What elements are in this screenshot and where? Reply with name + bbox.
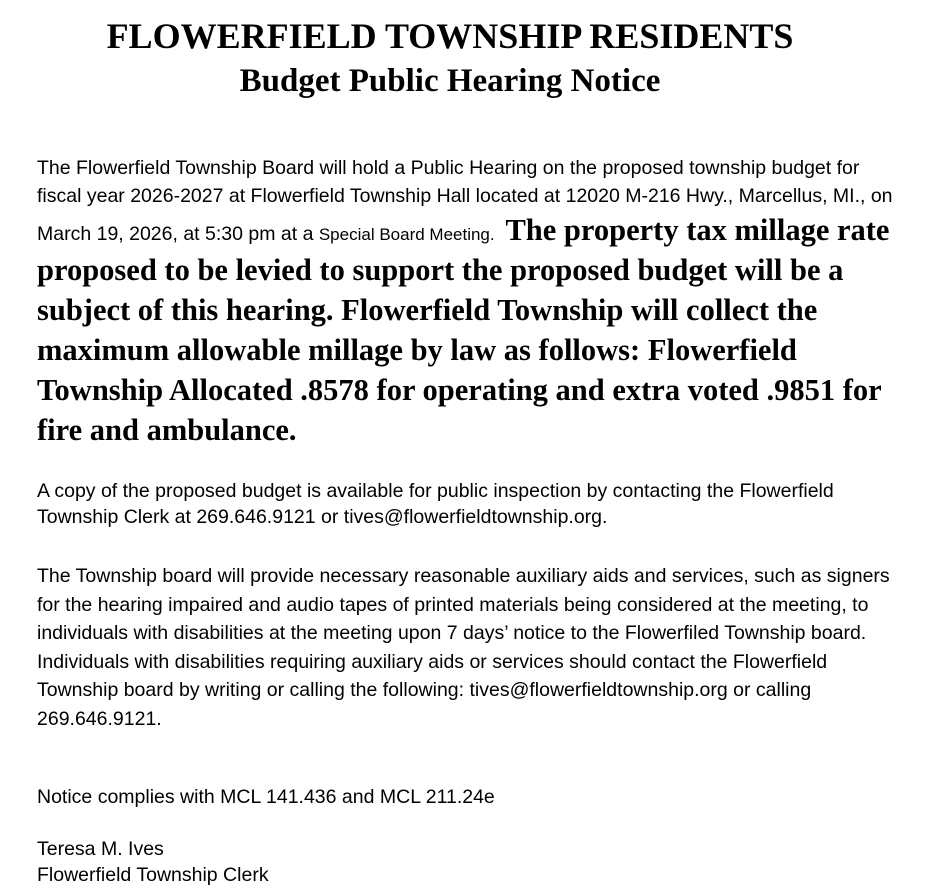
millage-statement: The property tax millage rate proposed to be levied to support the proposed budget will be a subject of this hearing. Flowerfield Township will collect the maximum allowable millage by law as follows: Flowerfield Township Allocated .8578 for operating and extra voted .9851 for fire and ambulance.: [37, 213, 890, 447]
hearing-paragraph: [37, 155, 897, 450]
compliance-paragraph: Notice complies with MCL 141.436 and MCL 211.24e: [37, 786, 495, 808]
hearing-details-text: The Flowerfield Township Board will hold a Public Hearing on the proposed township budget for fiscal year 2026-2027 at Flowerfield Township Hall located at 12020 M-216 Hwy., Marcellus, MI., on March 19, 2026, at 5:30 pm at a: [37, 157, 893, 245]
notice-title: FLOWERFIELD TOWNSHIP RESIDENTS: [106, 16, 794, 56]
special-meeting-text: Special Board Meeting.: [318, 225, 495, 244]
auxiliary-aids-paragraph: The Township board will provide necessary reasonable auxiliary aids and services, such as signers for the hearing impaired and audio tapes of printed materials being considered at the meeting, to individuals with disabilities at the meeting upon 7 days’ notice to the Flowerfiled Township board. Individuals with disabilities requiring auxiliary aids or services should contact the Flowerfield Township board by writing or calling the following: tives@flowerfieldtownship.org or calling 269.646.9121.: [37, 565, 890, 730]
budget-copy-paragraph: A copy of the proposed budget is available for public inspection by contacting the Flowerfield Township Clerk at 269.646.9121 or tives@flowerfieldtownship.org.: [37, 480, 834, 528]
signature-name: Teresa M. Ives: [37, 838, 164, 860]
signature-title: Flowerfield Township Clerk: [37, 864, 269, 886]
notice-subtitle: Budget Public Hearing Notice: [239, 63, 661, 99]
